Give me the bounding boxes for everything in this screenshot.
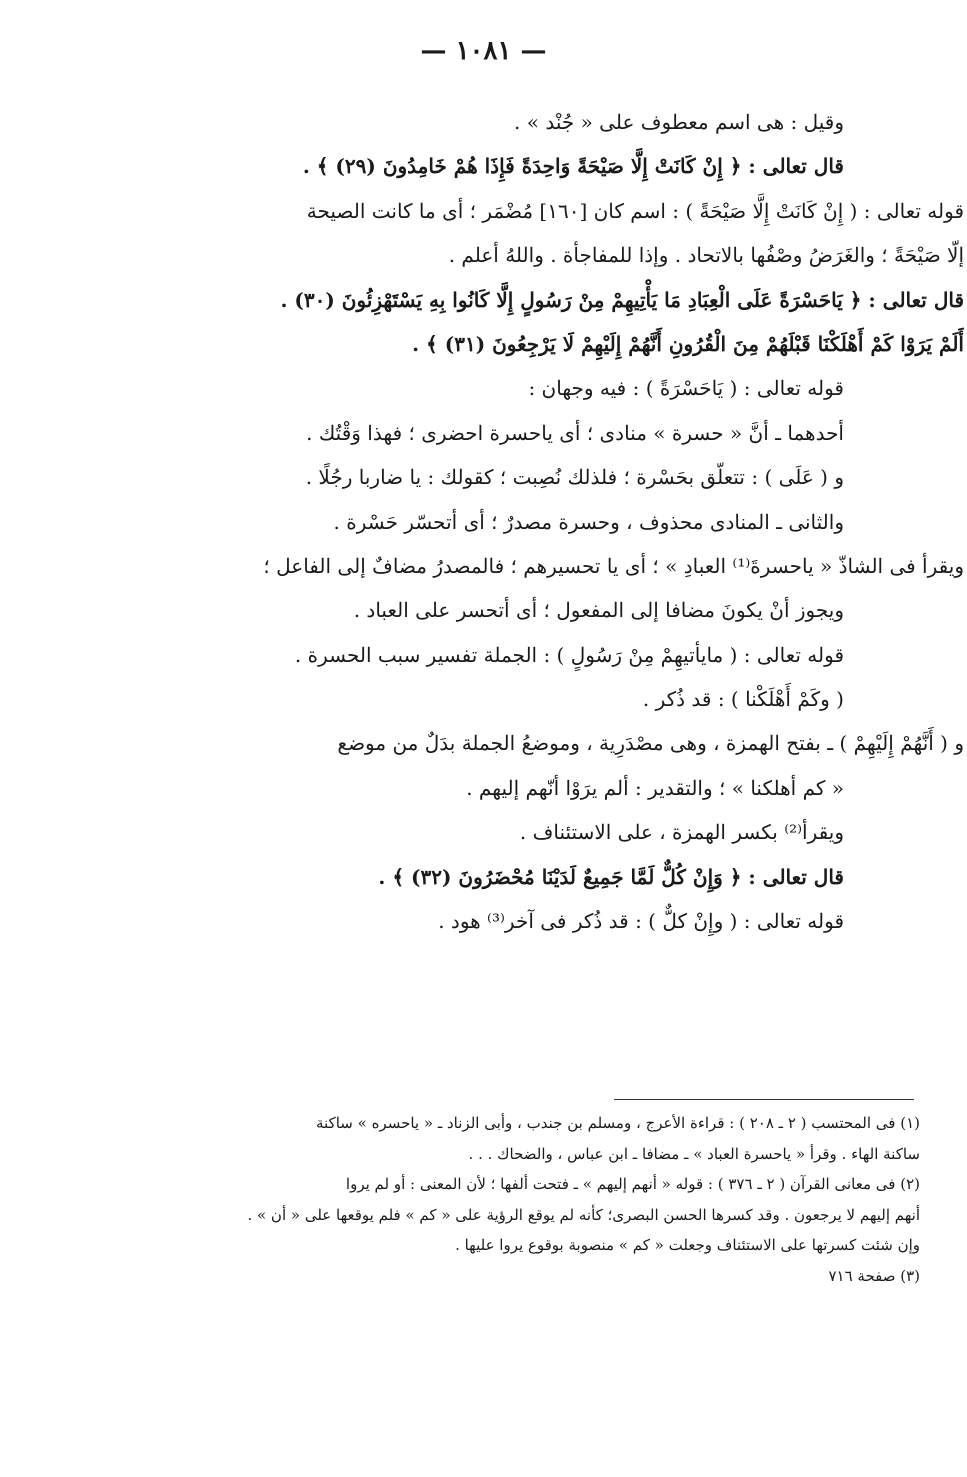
- text-line: إلّا صَيْحَةً ؛ والغَرَضُ وصْفُها بالاتحاد . وإذا للمفاجأة . واللهُ أعلم .: [448, 243, 964, 268]
- footnote-divider: [614, 1099, 914, 1100]
- text-line: قوله تعالى : ( وإِنْ كلٌّ ) : قد ذُكر فى آخر⁽³⁾ هود .: [438, 909, 844, 934]
- text-line: و ( عَلَى ) : تتعلّق بحَسْرة ؛ فلذلك نُصِبت ؛ كقولك : يا ضاربا رجُلًا .: [305, 465, 844, 490]
- verse-line: أَلَمْ يَرَوْا كَمْ أَهْلَكْنَا قَبْلَهُمْ مِنَ الْقُرُونِ أَنَّهُمْ إِلَيْهِمْ لَا يَرْجِعُونَ (٣١) ﴾ .: [412, 331, 964, 356]
- main-text: [44, 100, 964, 943]
- verse-line: قال تعالى : ﴿ إِنْ كَانَتْ إِلَّا صَيْحَةً وَاحِدَةً فَإِذَا هُمْ خَامِدُونَ (٢٩) ﴾ .: [302, 154, 844, 179]
- text-line: قوله تعالى : ( يَاحَسْرَةً ) : فيه وجهان :: [528, 376, 844, 401]
- page-number: — ١٠٨١ —: [420, 36, 547, 66]
- text-line: ويجوز أنْ يكونَ مضافا إلى المفعول ؛ أى أتحسر على العباد .: [353, 598, 844, 623]
- text-line: ويقرأ⁽²⁾ بكسر الهمزة ، على الاستئناف .: [519, 820, 844, 845]
- footnotes: [40, 1108, 920, 1291]
- text-line: وقيل : هى اسم معطوف على « جُنْد » .: [514, 110, 844, 134]
- text-line: أحدهما ـ أنَّ « حسرة » منادى ؛ أى ياحسرة احضرى ؛ فهذا وَقْتُك .: [306, 420, 844, 445]
- verse-line: قال تعالى : ﴿ وَإِنْ كُلٌّ لَمَّا جَمِيعٌ لَدَيْنَا مُحْضَرُونَ (٣٢) ﴾ .: [378, 864, 844, 889]
- footnote-line: (٣) صفحة ٧١٦: [828, 1266, 920, 1285]
- text-line: ( وكَمْ أَهْلَكْنا ) : قد ذُكر .: [642, 687, 844, 712]
- footnote-line: أنهم إليهم لا يرجعون . وقد كسرها الحسن البصرى؛ كأنه لم يوقع الرؤية على « كم » فلم يوقعها على « أن » .: [247, 1205, 920, 1224]
- verse-line: قال تعالى : ﴿ يَاحَسْرَةً عَلَى الْعِبَادِ مَا يَأْتِيهِمْ مِنْ رَسُولٍ إِلَّا كَانُوا بِهِ يَسْتَهْزِئُونَ (٣٠) .: [280, 287, 964, 312]
- footnote-line: (٢) فى معانى القرآن ( ٢ ـ ٣٧٦ ) : قوله « أنهم إليهم » ـ فتحت ألفها ؛ لأن المعنى : أو لم يروا: [345, 1175, 920, 1193]
- text-line: قوله تعالى : ( إِنْ كَانَتْ إِلَّا صَيْحَةً ) : اسم كان [١٦٠] مُضْمَر ؛ أى ما كانت الصيحة: [306, 198, 964, 223]
- footnote-line: (١) فى المحتسب ( ٢ ـ ٢٠٨ ) : قراءة الأعرج ، ومسلم بن جندب ، وأبى الزناد ـ « ياحسره » ساكنة: [316, 1114, 920, 1132]
- text-line: ويقرأ فى الشاذّ « ياحسرةَ⁽¹⁾ العبادِ » ؛ أى يا تحسيرهم ؛ فالمصدرُ مضافٌ إلى الفاعل ؛: [263, 553, 964, 578]
- text-line: و ( أَنَّهُمْ إِلَيْهِمْ ) ـ بفتح الهمزة ، وهى مصْدَرِية ، وموضعُ الجملة بدَلٌ من موضع: [337, 731, 964, 756]
- footnote-line: وإن شئت كسرتها على الاستئناف وجعلت « كم » منصوبة بوقوع يروا عليها .: [455, 1236, 920, 1254]
- footnote-line: ساكنة الهاء . وقرأ « ياحسرة العباد » ـ مضافا ـ ابن عباس ، والضحاك . . .: [468, 1144, 920, 1163]
- text-line: « كم أهلكنا » ؛ والتقدير : ألم يرَوْا أنّهم إليهم .: [466, 775, 844, 800]
- text-line: والثانى ـ المنادى محذوف ، وحسرة مصدرٌ ؛ أى أتحسّر حَسْرة .: [333, 509, 844, 534]
- text-line: قوله تعالى : ( مايأتيهِمْ مِنْ رَسُولٍ ) : الجملة تفسير سبب الحسرة .: [294, 642, 844, 667]
